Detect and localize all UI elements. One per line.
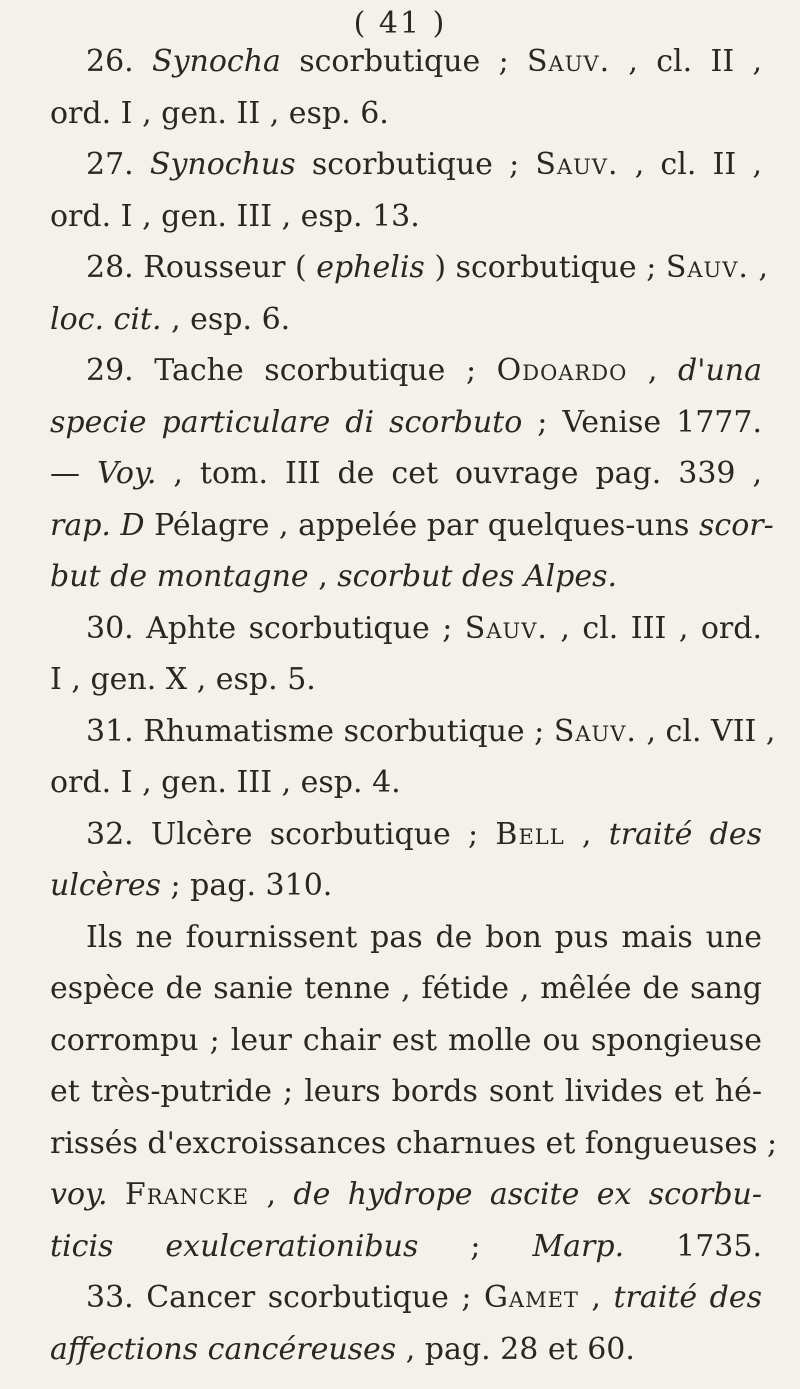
text-run: , esp. 6. [161,302,291,337]
text-line [50,197,762,237]
text-line [50,1227,762,1267]
italic-text: ulcères [50,868,161,903]
author-name: Sauv. [526,44,611,79]
text-run: ord. I , gen. II , esp. 6. [50,96,389,131]
text-run: 26. [86,44,153,79]
text-run: , [564,817,609,852]
page-number: ( 41 ) [353,6,447,41]
text-run: ) scorbutique ; [424,250,666,285]
text-run: scorbutique ; [295,147,536,182]
text-run: 27. [86,147,150,182]
text-run: — [50,456,97,491]
author-name: Francke [124,1177,250,1212]
text-run: , [249,1177,294,1212]
author-name: Sauv. [464,611,548,646]
text-line [86,815,762,855]
text-line [50,866,762,906]
italic-text: affections cancéreuses [50,1332,397,1367]
text-run: ; [418,1229,533,1264]
text-line [50,1330,762,1370]
text-run: 33. Cancer scorbutique ; [86,1280,484,1315]
text-line [50,94,762,134]
text-line [86,145,762,185]
text-line [50,403,762,443]
text-line [86,1278,762,1318]
text-line [50,1021,762,1061]
text-line [86,918,762,958]
text-run [108,1177,125,1212]
text-run: 28. Rousseur ( [86,250,317,285]
text-run: , [748,250,769,285]
author-name: Odoardo [496,353,628,388]
text-run: 31. Rhumatisme scorbutique ; [86,714,554,749]
text-run: corrompu ; leur chair est molle ou spongieuse [50,1023,762,1058]
text-line [86,42,762,82]
text-run: rissés d'excroissances charnues et fongueuses ; [50,1126,778,1161]
text-run: 1735. [624,1229,762,1264]
author-name: Sauv. [553,714,637,749]
text-run: 32. Ulcère scorbutique ; [86,817,496,852]
text-run: scorbutique ; [280,44,527,79]
text-run: , cl. II , [610,44,762,79]
italic-text: Synochus [149,147,296,182]
author-name: Sauv. [535,147,619,182]
author-name: Sauv. [665,250,749,285]
italic-text: traité des [608,817,763,852]
text-run: espèce de sanie tenne , fétide , mêlée de sang [50,971,762,1006]
text-line [50,1072,762,1112]
text-run: ord. I , gen. III , esp. 4. [50,765,401,800]
text-run: , cl. II , [618,147,762,182]
italic-text: rap. D [50,508,145,543]
text-run: I , gen. X , esp. 5. [50,662,316,697]
italic-text: ticis exulcerationibus [50,1229,419,1264]
italic-text: Marp. [532,1229,625,1264]
text-line [50,300,762,340]
text-run: , cl. III , ord. [547,611,762,646]
text-line [50,557,762,597]
text-run: , [578,1280,614,1315]
author-name: Gamet [483,1280,579,1315]
text-line [50,506,774,546]
italic-text: loc. cit. [50,302,162,337]
text-run: 29. Tache scorbutique ; [86,353,497,388]
italic-text: voy. [50,1177,108,1212]
italic-text: but de montagne [50,559,309,594]
text-line [50,763,762,803]
text-line [50,1124,778,1164]
italic-text: specie particulare di scorbuto [50,405,523,440]
text-run: et très-putride ; leurs bords sont livides et hé- [50,1074,762,1109]
italic-text: Synocha [152,44,281,79]
text-line [50,969,762,1009]
italic-text: scorbut des Alpes. [337,559,618,594]
italic-text: d'una [678,353,763,388]
text-run: Pélagre , appelée par quelques-uns [144,508,699,543]
text-line [86,609,762,649]
text-run: ; Venise 1777. [522,405,762,440]
italic-text: Voy. [96,456,157,491]
text-run: , [308,559,338,594]
text-run: ord. I , gen. III , esp. 13. [50,199,420,234]
author-name: Bell [495,817,565,852]
text-line [86,712,776,752]
text-run: 30. Aphte scorbutique ; [86,611,465,646]
text-run: , [627,353,679,388]
text-run: , cl. VII , [636,714,776,749]
text-line [50,454,762,494]
text-run: , tom. III de cet ouvrage pag. 339 , [156,456,762,491]
text-line [50,1175,762,1215]
text-line [86,248,769,288]
text-run: ; pag. 310. [160,868,333,903]
text-line [50,660,762,700]
italic-text: traité des [613,1280,763,1315]
text-line [86,351,762,391]
text-run: , pag. 28 et 60. [396,1332,635,1367]
italic-text: de hydrope ascite ex scorbu- [293,1177,763,1212]
italic-text: scor- [699,508,774,543]
text-run: Ils ne fournissent pas de bon pus mais une [86,920,762,955]
italic-text: ephelis [316,250,425,285]
